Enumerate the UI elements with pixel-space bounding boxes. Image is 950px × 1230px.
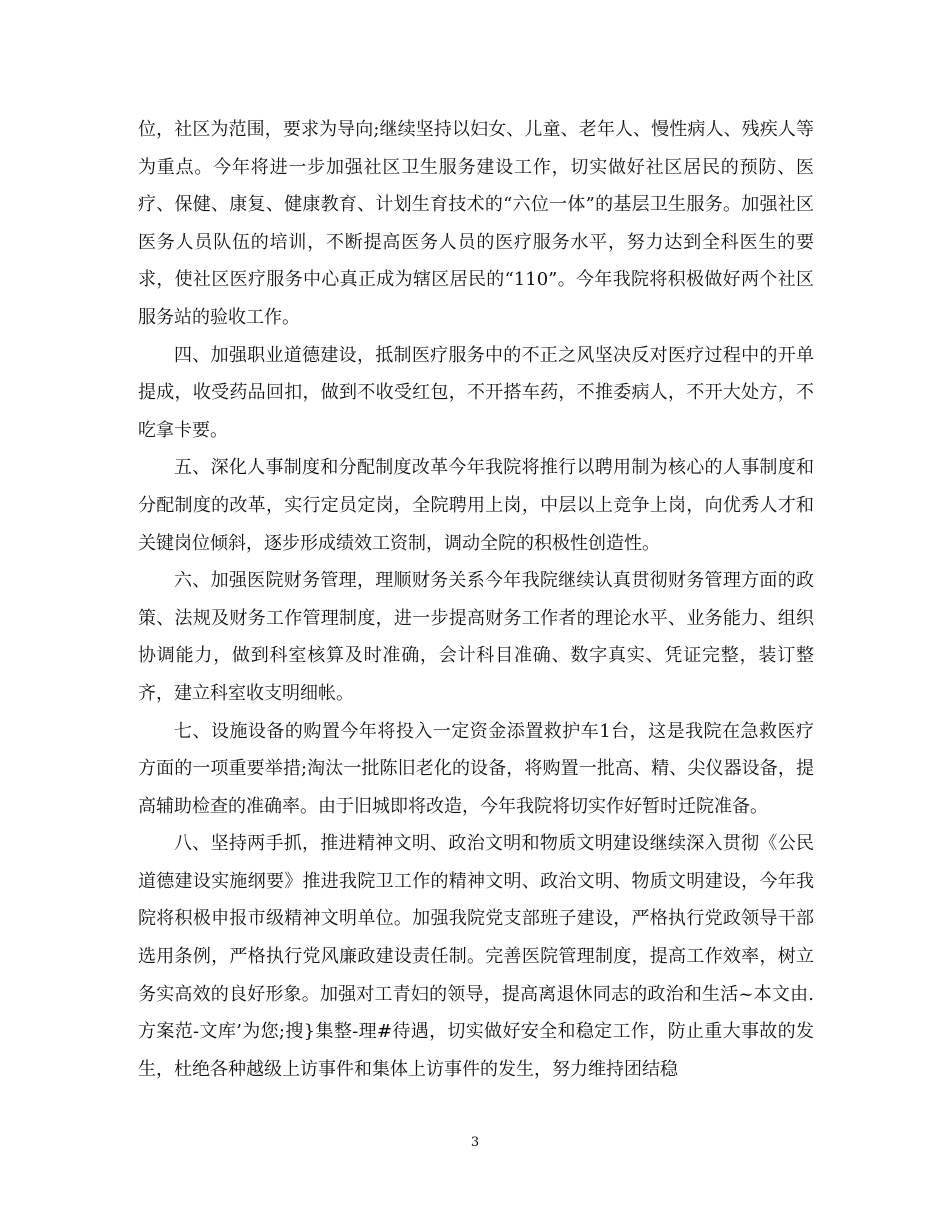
- paragraph-section-4: 四、加强职业道德建设，抵制医疗服务中的不正之风坚决反对医疗过程中的开单提成，收受药品回扣，做到不收受红包，不开搭车药，不推委病人，不开大处方，不吃拿卡要。: [138, 344, 814, 441]
- paragraph-section-5: 五、深化人事制度和分配制度改革今年我院将推行以聘用制为核心的人事制度和分配制度的改革，实行定员定岗，全院聘用上岗，中层以上竞争上岗，向优秀人才和关键岗位倾斜，逐步形成绩效工资制，调动全院的积极性创造性。: [138, 457, 814, 554]
- paragraph-section-8: 八、坚持两手抓，推进精神文明、政治文明和物质文明建设继续深入贯彻《公民道德建设实施纲要》推进我院卫工作的精神文明、政治文明、物质文明建设，今年我院将积极申报市级精神文明单位。加强我院党支部班子建设，严格执行党政领导干部选用条例，严格执行党风廉政建设责任制。完善医院管理制度，提高工作效率，树立务实高效的良好形象。加强对工青妇的领导，提高离退休同志的政治和生活~本文由.方案范-文库’为您;搜}集整-理#待遇，切实做好安全和稳定工作，防止重大事故的发生，杜绝各种越级上访事件和集体上访事件的发生，努力维持团结稳: [138, 833, 814, 1080]
- paragraph-continuation: 位，社区为范围，要求为导向;继续坚持以妇女、儿童、老年人、慢性病人、残疾人等为重点。今年将进一步加强社区卫生服务建设工作，切实做好社区居民的预防、医疗、保健、康复、健康教育、计划生育技术的“六位一体”的基层卫生服务。加强社区医务人员队伍的培训，不断提高医务人员的医疗服务水平，努力达到全科医生的要求，使社区医疗服务中心真正成为辖区居民的“110”。今年我院将积极做好两个社区服务站的验收工作。: [138, 119, 814, 328]
- paragraph-section-7: 七、设施设备的购置今年将投入一定资金添置救护车1台，这是我院在急救医疗方面的一项重要举措;淘汰一批陈旧老化的设备，将购置一批高、精、尖仪器设备，提高辅助检查的准确率。由于旧城即将改造，今年我院将切实作好暂时迁院准备。: [138, 720, 814, 817]
- document-body: [138, 111, 814, 1088]
- page-number: 3: [470, 1135, 480, 1150]
- paragraph-section-6: 六、加强医院财务管理，理顺财务关系今年我院继续认真贯彻财务管理方面的政策、法规及财务工作管理制度，进一步提高财务工作者的理论水平、业务能力、组织协调能力，做到科室核算及时准确，会计科目准确、数字真实、凭证完整，装订整齐，建立科室收支明细帐。: [138, 570, 814, 704]
